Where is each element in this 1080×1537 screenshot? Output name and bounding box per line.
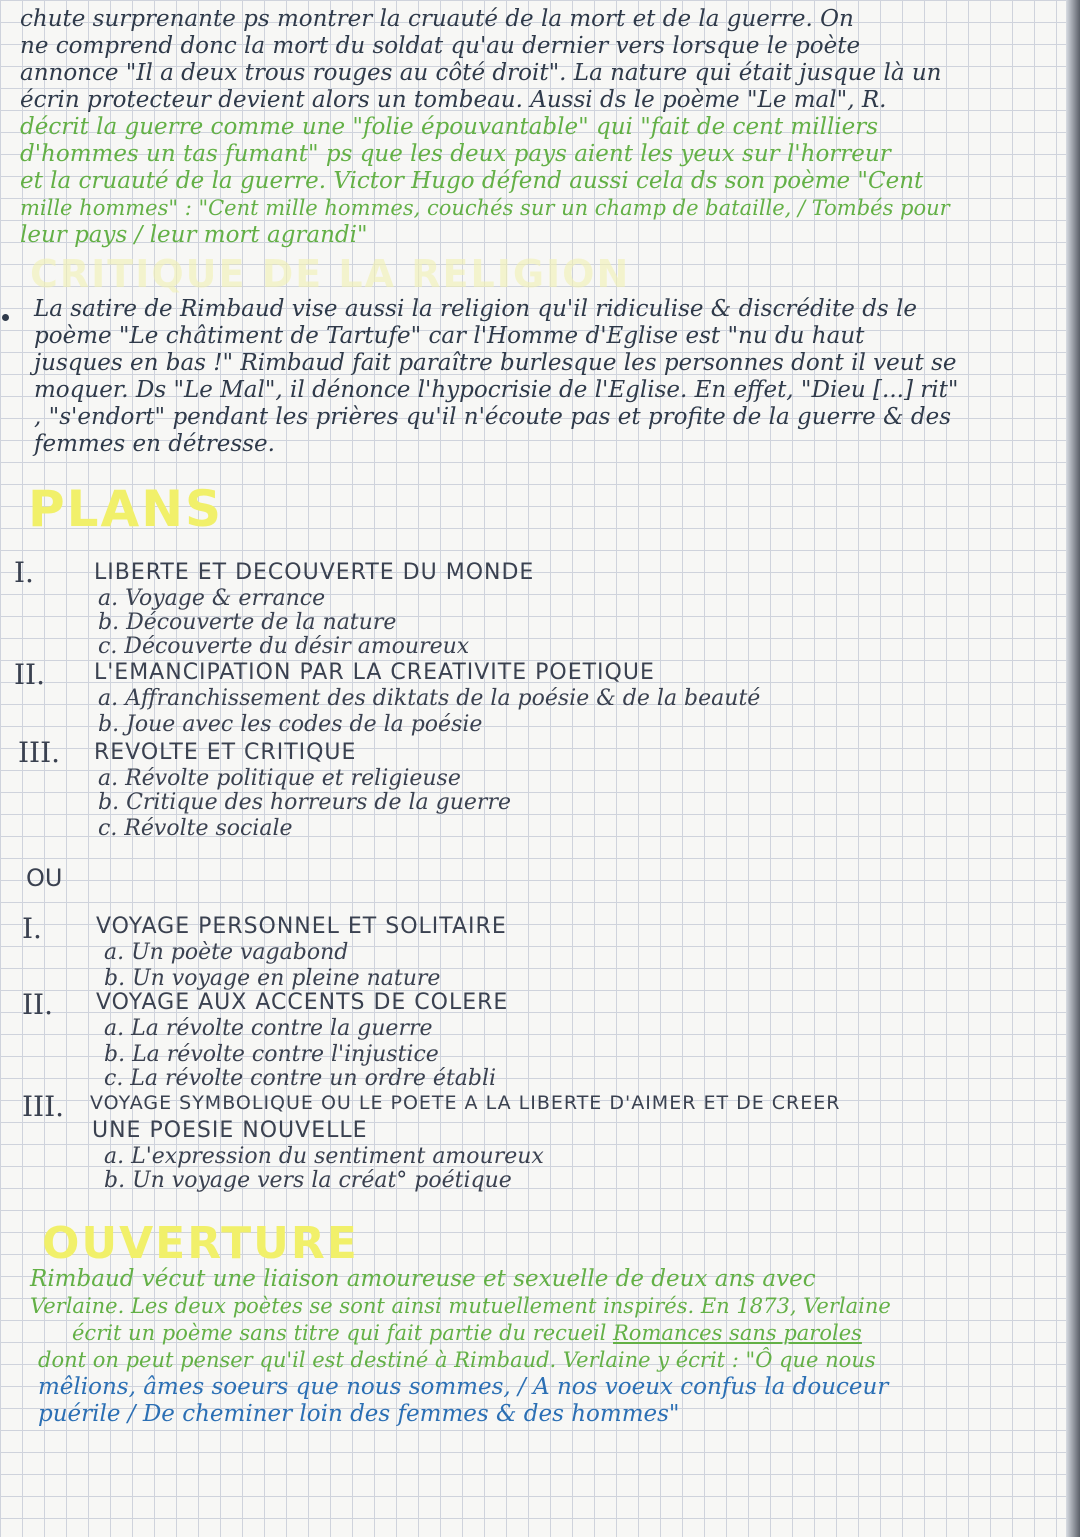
critique-heading: CRITIQUE DE LA RELIGION	[30, 252, 631, 296]
subpart: a. Voyage & errance	[98, 586, 326, 611]
subpart: b. Joue avec les codes de la poésie	[98, 712, 483, 737]
text-line: écrin protecteur devient alors un tombeau. Aussi ds le poème "Le mal", R.	[20, 87, 887, 113]
text-line: et la cruauté de la guerre. Victor Hugo défend aussi cela ds son poème "Cent	[20, 168, 924, 194]
text-line: chute surprenante ps montrer la cruauté de la mort et de la guerre. On	[20, 6, 854, 32]
text-line: La satire de Rimbaud vise aussi la religion qu'il ridiculise & discrédite ds le	[34, 296, 918, 322]
ouverture-heading: OUVERTURE	[42, 1218, 359, 1269]
subpart: a. Affranchissement des diktats de la poésie & de la beauté	[98, 686, 761, 711]
text-line: poème "Le châtiment de Tartufe" car l'Homme d'Eglise est "nu du haut	[34, 323, 865, 349]
text-line: annonce "Il a deux trous rouges au côté droit". La nature qui était jusque là un	[20, 60, 942, 86]
plans-heading: PLANS	[28, 480, 224, 538]
part-title: REVOLTE ET CRITIQUE	[94, 740, 357, 765]
part-title: VOYAGE PERSONNEL ET SOLITAIRE	[96, 914, 507, 939]
subpart: a. Révolte politique et religieuse	[98, 766, 461, 791]
part-title: VOYAGE SYMBOLIQUE OU LE POETE A LA LIBERTE D'AIMER ET DE CREER	[90, 1092, 841, 1114]
subpart: b. Découverte de la nature	[98, 610, 397, 635]
part-number: III.	[18, 736, 61, 769]
part-title: L'EMANCIPATION PAR LA CREATIVITE POETIQUE	[94, 660, 655, 685]
book-title: Romances sans paroles	[613, 1321, 862, 1345]
text-line: Rimbaud vécut une liaison amoureuse et sexuelle de deux ans avec	[30, 1266, 816, 1292]
bullet-icon	[2, 314, 9, 321]
subpart: b. Un voyage en pleine nature	[104, 966, 441, 991]
text-line: Verlaine. Les deux poètes se sont ainsi mutuellement inspirés. En 1873, Verlaine	[30, 1294, 891, 1318]
page-edge-shadow	[1066, 0, 1080, 1537]
text-line	[72, 1320, 862, 1346]
part-number: III.	[22, 1090, 65, 1123]
part-title-continued: UNE POESIE NOUVELLE	[92, 1118, 368, 1143]
text-line: moquer. Ds "Le Mal", il dénonce l'hypocrisie de l'Eglise. En effet, "Dieu [...] rit"	[34, 377, 959, 403]
subpart: b. Critique des horreurs de la guerre	[98, 790, 511, 815]
subpart: c. Révolte sociale	[98, 816, 293, 841]
part-title: VOYAGE AUX ACCENTS DE COLERE	[96, 990, 509, 1015]
subpart: b. Un voyage vers la créat° poétique	[104, 1168, 512, 1193]
ou-label: OU	[26, 864, 63, 892]
text-line: mêlions, âmes soeurs que nous sommes, / A nos voeux confus la douceur	[38, 1374, 889, 1400]
subpart: b. La révolte contre l'injustice	[104, 1042, 439, 1067]
part-number: I.	[14, 556, 34, 589]
part-number: II.	[14, 658, 46, 691]
text-line: décrit la guerre comme une "folie épouvantable" qui "fait de cent milliers	[20, 114, 879, 140]
text-line: puérile / De cheminer loin des femmes & des hommes"	[38, 1401, 680, 1427]
text-line: ne comprend donc la mort du soldat qu'au dernier vers lorsque le poète	[20, 33, 861, 59]
subpart: a. Un poète vagabond	[104, 940, 349, 965]
part-title: LIBERTE ET DECOUVERTE DU MONDE	[94, 560, 535, 585]
text-line: , "s'endort" pendant les prières qu'il n'écoute pas et profite de la guerre & des	[34, 404, 952, 430]
subpart: c. Découverte du désir amoureux	[98, 634, 470, 659]
subpart: c. La révolte contre un ordre établi	[104, 1066, 497, 1091]
subpart: a. La révolte contre la guerre	[104, 1016, 433, 1041]
text-line: leur pays / leur mort agrandi"	[20, 222, 368, 248]
text-fragment: écrit un poème sans titre qui fait partie du recueil	[72, 1321, 613, 1345]
text-line: d'hommes un tas fumant" ps que les deux pays aient les yeux sur l'horreur	[20, 141, 891, 167]
text-line: femmes en détresse.	[34, 431, 275, 457]
part-number: II.	[22, 988, 54, 1021]
subpart: a. L'expression du sentiment amoureux	[104, 1144, 544, 1169]
text-line: dont on peut penser qu'il est destiné à Rimbaud. Verlaine y écrit : "Ô que nous	[38, 1348, 876, 1372]
text-line: mille hommes" : "Cent mille hommes, couchés sur un champ de bataille, / Tombés pour	[20, 196, 950, 220]
text-line: jusques en bas !" Rimbaud fait paraître burlesque les personnes dont il veut se	[34, 350, 957, 376]
part-number: I.	[22, 912, 42, 945]
